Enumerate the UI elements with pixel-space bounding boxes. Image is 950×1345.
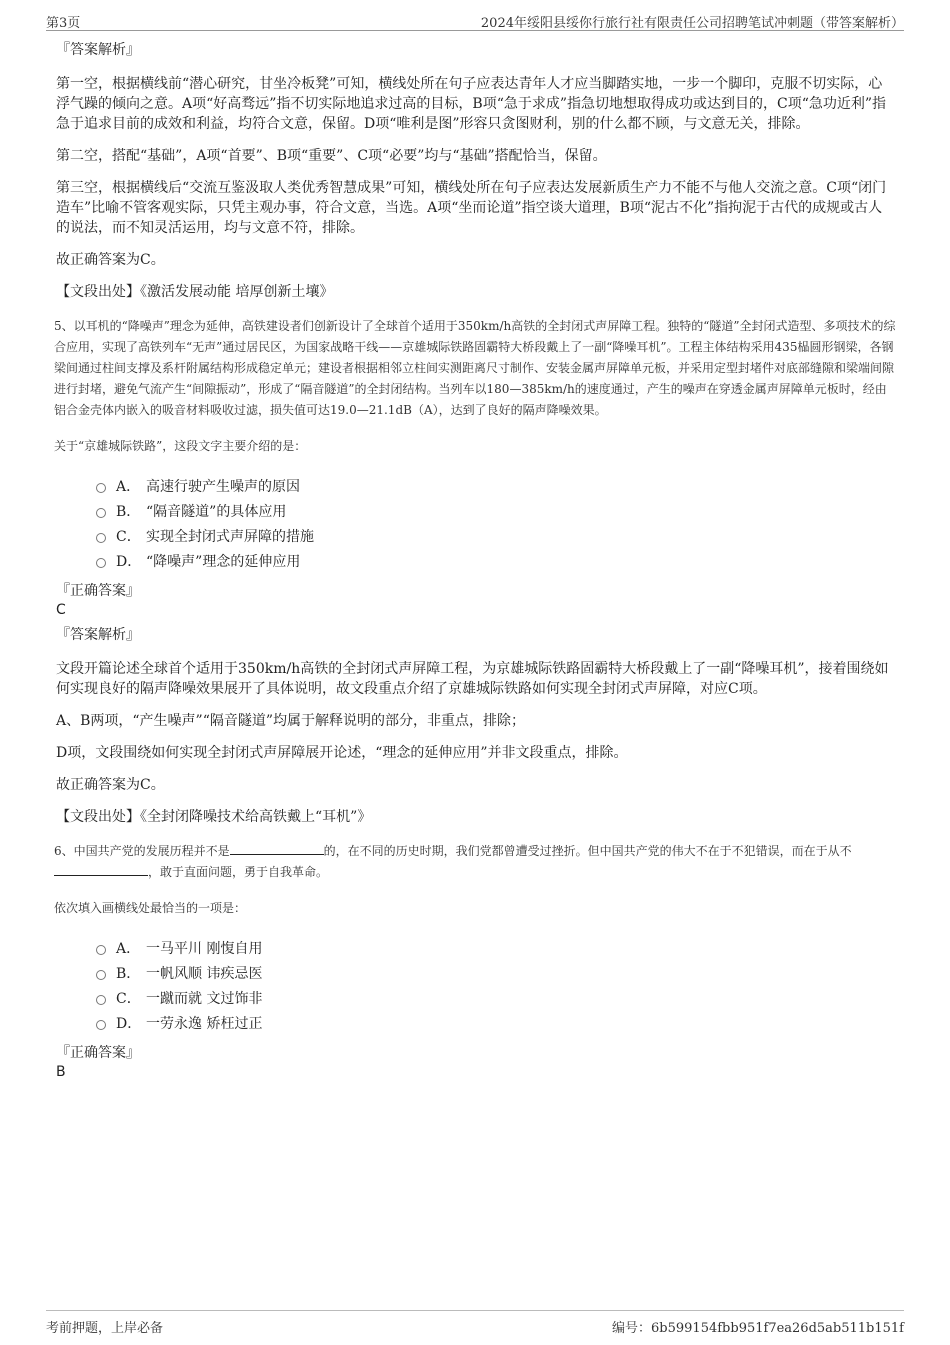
q6-correct-answer: B: [56, 1064, 66, 1080]
q6-stem-part: 6、中国共产党的发展历程并不是: [54, 844, 230, 858]
option-text: 高速行驶产生噪声的原因: [146, 478, 300, 495]
document-code: 编号：6b599154fbb951f7ea26d5ab511b151f: [612, 1321, 904, 1336]
q4-analysis: [56, 74, 894, 270]
q5-source: 【文段出处】《全封闭降噪技术给高铁戴上“耳机”》: [56, 809, 372, 825]
q5-analysis: [56, 659, 894, 795]
q5-analysis-label: 『答案解析』: [56, 627, 140, 643]
q6-stem-part: 的，在不同的历史时期，我们党都曾遭受过挫折。但中国共产党的伟大不在于不犯错误，而在于从不: [323, 844, 852, 858]
q5-prompt: 关于“京雄城际铁路”，这段文字主要介绍的是：: [54, 439, 307, 453]
fill-blank: [54, 863, 148, 876]
option-letter: D．: [116, 1015, 142, 1032]
q4-analysis-label: 『答案解析』: [56, 42, 140, 58]
q6-option-b[interactable]: [96, 960, 894, 985]
q4-source: 【文段出处】《激活发展动能 培厚创新土壤》: [56, 284, 334, 300]
option-text: 一蹴而就 文过饰非: [146, 990, 263, 1007]
fill-blank: [230, 842, 324, 855]
radio-icon[interactable]: [96, 558, 106, 568]
q4-analysis-paragraph: 第二空，搭配“基础”，A项“首要”、B项“重要”、C项“必要”均与“基础”搭配恰当，保留。: [56, 148, 607, 164]
page-content: [56, 40, 894, 1087]
page-footer: [46, 1310, 904, 1337]
document-title: 2024年绥阳县绥你行旅行社有限责任公司招聘笔试冲刺题（带答案解析）: [480, 16, 904, 31]
q6-stem: [54, 841, 898, 883]
page-header: [46, 8, 904, 31]
q5-option-a[interactable]: [96, 473, 894, 498]
q5-analysis-paragraph: 文段开篇论述全球首个适用于350km/h高铁的全封闭式声屏障工程，为京雄城际铁路固霸特大桥段戴上了一副“降噪耳机”，接着围绕如何实现良好的隔声降噪效果展开了具体说明，故文段重点介绍了京雄城际铁路如何实现全封闭式声屏障，对应C项。: [56, 661, 889, 697]
q4-analysis-paragraph: 第一空，根据横线前“潜心研究，甘坐冷板凳”可知，横线处所在句子应表达青年人才应当脚踏实地，一步一个脚印，克服不切实际，心浮气躁的倾向之意。A项“好高骛远”指不切实际地追求过高的目标，B项“急于求成”指急切地想取得成功或达到目的，C项“急功近利”指急于追求目前的成效和利益，均符合文意，保留。D项“唯利是图”形容只贪图财利，别的什么都不顾，与文意无关，排除。: [56, 76, 887, 132]
q5-analysis-paragraph: D项，文段围绕如何实现全封闭式声屏障展开论述，“理念的延伸应用”并非文段重点，排除。: [56, 745, 628, 761]
option-letter: D．: [116, 553, 142, 570]
q4-answer-conclusion: 故正确答案为C。: [56, 252, 165, 268]
page-number: 第3页: [46, 16, 81, 31]
q6-option-c[interactable]: [96, 985, 894, 1010]
radio-icon[interactable]: [96, 995, 106, 1005]
q5-answer-conclusion: 故正确答案为C。: [56, 777, 165, 793]
q5-analysis-paragraph: A、B两项，“产生噪声”“隔音隧道”均属于解释说明的部分，非重点，排除；: [56, 713, 526, 729]
option-letter: C．: [116, 528, 141, 545]
q5-option-c[interactable]: [96, 523, 894, 548]
q5-option-d[interactable]: [96, 548, 894, 573]
q6-options: [96, 935, 894, 1035]
option-text: 实现全封闭式声屏障的措施: [146, 528, 314, 545]
q5-option-b[interactable]: [96, 498, 894, 523]
option-text: “隔音隧道”的具体应用: [146, 503, 287, 520]
radio-icon[interactable]: [96, 533, 106, 543]
q6-option-d[interactable]: [96, 1010, 894, 1035]
q6-prompt: 依次填入画横线处最恰当的一项是：: [54, 901, 247, 915]
footer-slogan: 考前押题，上岸必备: [46, 1321, 164, 1336]
q5-answer-label: 『正确答案』: [56, 583, 140, 599]
q6-stem-part: ，敢于直面问题，勇于自我革命。: [148, 865, 329, 879]
q6-option-a[interactable]: [96, 935, 894, 960]
q5-options: [96, 473, 894, 573]
option-letter: B．: [116, 965, 141, 982]
option-letter: B．: [116, 503, 141, 520]
option-text: 一帆风顺 讳疾忌医: [146, 965, 263, 982]
option-letter: A．: [116, 478, 141, 495]
radio-icon[interactable]: [96, 1020, 106, 1030]
q4-analysis-paragraph: 第三空，根据横线后“交流互鉴汲取人类优秀智慧成果”可知，横线处所在句子应表达发展新质生产力不能不与他人交流之意。C项“闭门造车”比喻不管客观实际，只凭主观办事，符合文意，当选。A项“坐而论道”指空谈大道理，B项“泥古不化”指拘泥于古代的成规或古人的说法，而不知灵活运用，均与文意不符，排除。: [56, 180, 887, 236]
option-letter: A．: [116, 940, 141, 957]
radio-icon[interactable]: [96, 508, 106, 518]
q5-correct-answer: C: [56, 602, 66, 618]
option-text: 一马平川 刚愎自用: [146, 940, 263, 957]
radio-icon[interactable]: [96, 483, 106, 493]
q6-answer-label: 『正确答案』: [56, 1045, 140, 1061]
option-text: “降噪声”理念的延伸应用: [146, 553, 301, 570]
option-text: 一劳永逸 矫枉过正: [146, 1015, 263, 1032]
radio-icon[interactable]: [96, 945, 106, 955]
radio-icon[interactable]: [96, 970, 106, 980]
option-letter: C．: [116, 990, 141, 1007]
q5-stem: 5、以耳机的“降噪声”理念为延伸，高铁建设者们创新设计了全球首个适用于350km/h高铁的全封闭式声屏障工程。独特的“隧道”全封闭式造型、多项技术的综合应用，实现了高铁列车“无声”通过居民区，为国家战略干线——京雄城际铁路固霸特大桥段戴上了一副“降噪耳机”。工程主体结构采用435榀圆形钢梁，各钢梁间通过柱间支撑及系杆附属结构形成稳定单元；建设者根据相邻立柱间实测距离尺寸制作、安装金属声屏障单元板，并采用定型封堵件对底部缝隙和梁端间隙进行封堵，避免气流产生“间隙振动”，形成了“隔音隧道”的全封闭结构。当列车以180—385km/h的速度通过，产生的噪声在穿透金属声屏障单元板时，经由铝合金壳体内嵌入的吸音材料吸收过滤，损失值可达19.0—21.1dB（A），达到了良好的隔声降噪效果。: [54, 319, 896, 417]
